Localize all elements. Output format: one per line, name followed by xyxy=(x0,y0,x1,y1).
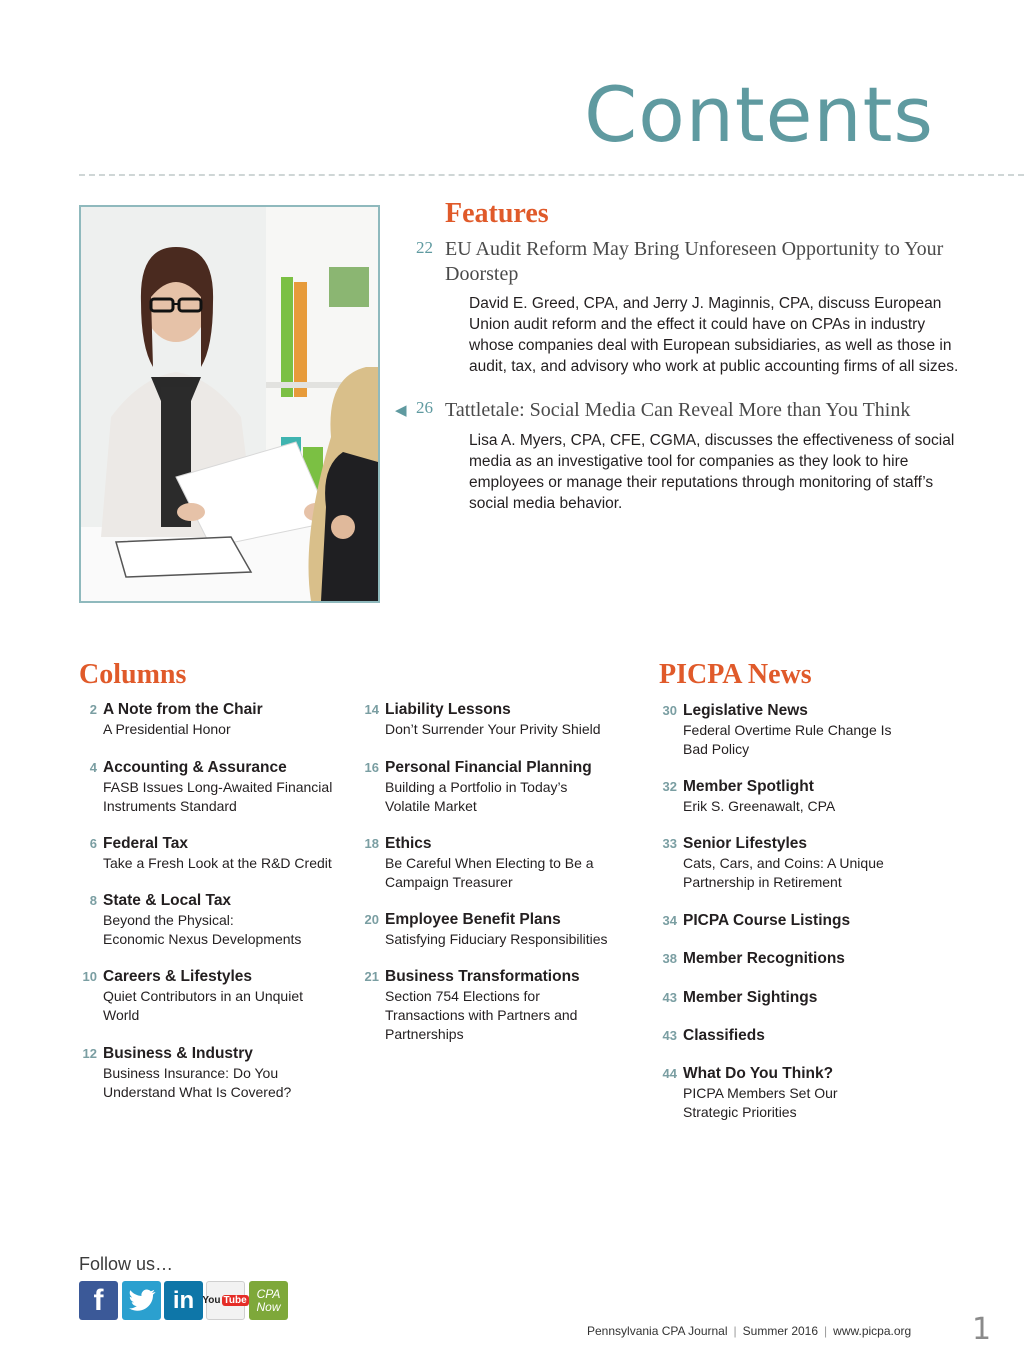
toc-entry-desc: A Presidential Honor xyxy=(103,721,231,737)
feature-description: Lisa A. Myers, CPA, CFE, CGMA, discusses the effectiveness of social media as an investigative tool for companies as they look to hire employees or manage their reputations through monitoring of staff’s social media behavior. xyxy=(469,432,955,512)
feature-title[interactable]: Tattletale: Social Media Can Reveal More than You Think xyxy=(445,399,911,421)
toc-entry-title: Member Recognitions xyxy=(683,950,845,967)
toc-page-number: 20 xyxy=(364,912,379,927)
toc-entry-title: Business Transformations xyxy=(385,968,580,985)
cpa-now-icon[interactable] xyxy=(249,1281,288,1320)
follow-us-label: Follow us… xyxy=(79,1254,174,1274)
toc-entry-title: Senior Lifestyles xyxy=(683,835,808,852)
toc-page-number: 8 xyxy=(89,893,97,908)
footer-url[interactable]: www.picpa.org xyxy=(833,1324,912,1338)
facebook-icon[interactable]: f xyxy=(79,1281,118,1320)
toc-page-number: 14 xyxy=(364,702,379,717)
toc-entry-title: Liability Lessons xyxy=(385,701,511,718)
toc-page-number: 34 xyxy=(662,913,677,928)
picpa-news-heading: PICPA News xyxy=(659,659,812,690)
toc-entry-title: PICPA Course Listings xyxy=(683,912,851,929)
footer-separator: | xyxy=(733,1324,737,1338)
toc-page-number: 30 xyxy=(662,703,677,718)
columns-heading: Columns xyxy=(79,659,187,690)
toc-entry-desc: Cats, Cars, and Coins: A Unique Partnership in Retirement xyxy=(683,855,884,890)
features-heading: Features xyxy=(445,198,549,229)
toc-entry-desc: Beyond the Physical: Economic Nexus Developments xyxy=(103,912,302,947)
toc-entry-desc: Don’t Surrender Your Privity Shield xyxy=(385,721,601,737)
toc-entry-desc: Be Careful When Electing to Be a Campaign Treasurer xyxy=(385,855,594,890)
toc-entry-title: Member Sightings xyxy=(683,989,818,1006)
toc-page-number: 32 xyxy=(662,779,677,794)
feature-page-number: 26 xyxy=(416,398,433,417)
toc-entry-title: Personal Financial Planning xyxy=(385,759,592,776)
footer-issue: Summer 2016 xyxy=(742,1324,819,1338)
youtube-tube-text: Tube xyxy=(223,1295,247,1306)
toc-entry-desc: Satisfying Fiduciary Responsibilities xyxy=(385,931,608,947)
twitter-icon[interactable] xyxy=(122,1281,161,1320)
pointer-arrow-icon: ◀ xyxy=(395,402,407,419)
toc-entry-title: Accounting & Assurance xyxy=(103,759,287,776)
dashed-divider xyxy=(79,174,1024,176)
toc-entry-title: Business & Industry xyxy=(103,1045,253,1062)
toc-entry-title: What Do You Think? xyxy=(683,1065,834,1082)
feature-title[interactable]: EU Audit Reform May Bring Unforeseen Opportunity to Your Doorstep xyxy=(445,238,944,285)
toc-entry-title: Legislative News xyxy=(683,702,808,719)
footer-separator: | xyxy=(824,1324,828,1338)
toc-entry-desc: Erik S. Greenawalt, CPA xyxy=(683,798,836,814)
toc-entry-desc: FASB Issues Long-Awaited Financial Instruments Standard xyxy=(103,779,333,814)
toc-entry-desc: Federal Overtime Rule Change Is Bad Policy xyxy=(683,722,892,757)
toc-page-number: 43 xyxy=(662,1028,677,1043)
toc-entry-desc: Business Insurance: Do You Understand What Is Covered? xyxy=(103,1065,292,1100)
footer-journal: Pennsylvania CPA Journal xyxy=(587,1324,728,1338)
toc-entry-desc: Building a Portfolio in Today’s Volatile Market xyxy=(385,779,568,814)
toc-page-number: 21 xyxy=(364,969,379,984)
toc-entry-title: Employee Benefit Plans xyxy=(385,911,561,928)
toc-page-number: 18 xyxy=(364,836,379,851)
toc-page-number: 44 xyxy=(662,1066,677,1081)
toc-page-number: 4 xyxy=(89,760,97,775)
cpa-now-line2: Now xyxy=(256,1299,281,1314)
toc-page-number: 10 xyxy=(82,969,97,984)
linkedin-icon[interactable]: in xyxy=(164,1281,203,1320)
page-number: 1 xyxy=(972,1312,992,1347)
youtube-you-text: You xyxy=(202,1295,221,1306)
toc-entry-desc: Quiet Contributors in an Unquiet World xyxy=(103,988,303,1023)
page-title: Contents xyxy=(584,70,934,159)
cpa-now-line1: CPA xyxy=(256,1286,281,1301)
youtube-icon[interactable] xyxy=(202,1281,247,1320)
feature-photo xyxy=(79,205,380,603)
toc-entry-desc: PICPA Members Set Our Strategic Priorities xyxy=(683,1085,838,1120)
toc-page-number: 12 xyxy=(82,1046,97,1061)
toc-page-number: 38 xyxy=(662,951,677,966)
toc-page-number: 43 xyxy=(662,990,677,1005)
feature-page-number: 22 xyxy=(416,238,433,257)
toc-entry-title: A Note from the Chair xyxy=(103,701,263,718)
toc-page-number: 6 xyxy=(89,836,97,851)
toc-entry-desc: Take a Fresh Look at the R&D Credit xyxy=(103,855,332,871)
toc-page-number: 16 xyxy=(364,760,379,775)
toc-entry-title: State & Local Tax xyxy=(103,892,232,909)
toc-entry-title: Federal Tax xyxy=(103,835,189,852)
feature-description: David E. Greed, CPA, and Jerry J. Maginnis, CPA, discuss European Union audit reform and the effect it could have on CPAs in industry whose companies deal with European subsidiaries, as well as those in audit, tax, and advisory who work at public accounting firms of all sizes. xyxy=(469,295,959,375)
toc-entry-title: Classifieds xyxy=(683,1027,765,1044)
toc-entry-title: Ethics xyxy=(385,835,432,852)
toc-page-number: 33 xyxy=(662,836,677,851)
toc-page-number: 2 xyxy=(89,702,97,717)
page-footer xyxy=(587,1324,911,1338)
toc-entry-desc: Section 754 Elections for Transactions with Partners and Partnerships xyxy=(385,988,578,1042)
toc-entry-title: Member Spotlight xyxy=(683,778,814,795)
toc-entry-title: Careers & Lifestyles xyxy=(103,968,253,985)
